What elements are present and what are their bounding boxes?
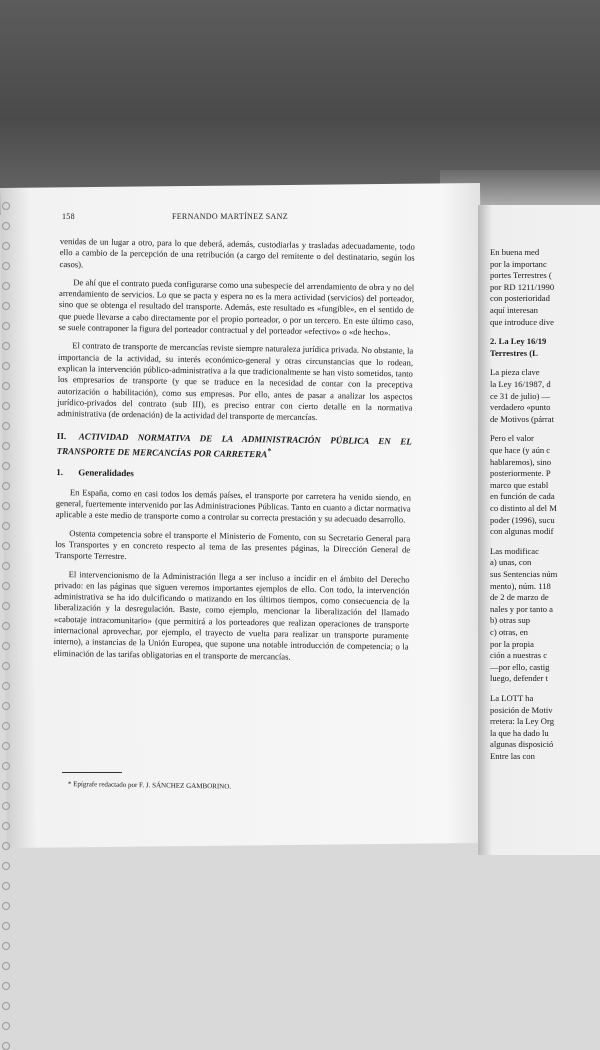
right-page-line: c) otras, en [490,627,528,637]
paragraph: El contrato de transporte de mercancías reviste siempre naturaleza jurídica privada. No obstante, la importancia de la actividad, su interés económico-general y otras circunstancias que lo rodean, explican la intervención público-administrativa a la que tradicionalmente se han visto sometidos, tanto los empresarios de transporte (y que se traduce en la necesidad de contar con la preceptiva autorización o habilitación), como sus empresas. Por ello, antes de pasar a analizar los aspectos jurídico-privados del contrato (sub III), es preciso entrar con cierto detalle en la normativa administrativa (de ordenación) de la actividad del transporte de mercancías. [57,340,414,423]
right-page-line: con posterioridad [490,293,550,304]
right-page-line: portes Terrestres ( [490,270,552,281]
paragraph: Ostenta competencia sobre el transporte el Ministerio de Fomento, con su Secretario General para los Transportes y en concreto respecto al tema de las presentes páginas, la Dirección General de Transporte Terrestre. [54,527,411,562]
right-page-line: La pieza clave [490,367,540,378]
right-page-line: por la propia [490,638,534,649]
right-page-line: Terrestres (L [490,347,538,358]
right-page-line: hablaremos), sino [490,456,552,467]
right-page-line: nales y por tanto a [490,603,554,614]
right-page-line: En buena med [490,247,540,257]
section-heading [57,431,412,463]
right-page-line: que introduce dive [490,316,554,327]
paragraph: venidas de un lugar a otro, para lo que deberá, además, custodiarlas y trasladas adecuadamente, todo ello a cambio de la percepción de una retribución (a cargo del remitente o del destinatario, según los casos). [59,236,415,269]
right-page-line: Pero el valor [490,433,534,444]
right-page-line: la que ha dado lu [490,727,549,738]
right-page-line: algunas disposició [490,739,554,750]
body-text-top [53,236,415,671]
binding-holes [0,190,10,848]
right-page-line: rretera: la Ley Org [490,716,555,727]
right-page-line: por RD 1211/1990 [490,281,555,292]
right-page-line: b) otras sup [490,615,531,626]
right-page-line: 2. La Ley 16/19 [490,336,547,347]
right-page-line: Entre las con [490,751,535,761]
right-page-line: de 2 de marzo de [490,592,549,603]
right-page [478,205,600,855]
paragraph: En España, como en casi todos los demás países, el transporte por carretera ha venido siendo, en general, fuertemente intervenido por las Administraciones Públicas. Tanto en cuanto a dictar normativa aplicable a este medio de transporte como a controlar su correcta prestación y su adecuado desarrollo. [55,486,412,525]
right-page-line: posteriormente. P [490,468,551,479]
section-title: ACTIVIDAD NORMATIVA DE LA ADMINISTRACIÓN PÚBLICA EN EL TRANSPORTE DE MERCANCÍAS POR CARRETERA [56,431,412,460]
right-page-line: ción a nuestras c [490,650,548,661]
right-page-line: que hace (y aún c [490,445,551,455]
right-page-line: luego, defender t [490,673,548,684]
right-page-line: de Motivos (párrat [490,413,554,424]
section-footnote-marker: * [267,446,272,456]
right-page-line: en función de cada [490,491,555,502]
subsection-heading [56,467,411,484]
right-page-line: la Ley 16/1987, d [490,379,551,389]
right-page-line: La LOTT ha [490,693,534,703]
subsection-title: Generalidades [78,467,134,479]
right-page-line: sus Sentencias núm [490,569,558,579]
right-page-line: marco que establ [490,479,549,490]
right-page-line: poder (1996), sucu [490,514,555,525]
footnote-rule [62,772,122,773]
footnote: * Epígrafe redactado por F. J. SÁNCHEZ GAMBORINO. [67,780,232,791]
section-number: II. [56,431,67,442]
right-page-line: con algunas modif [490,526,554,537]
right-page-line: ce 31 de julio) — [490,390,551,401]
subsection-number: 1. [56,467,64,478]
paragraph: De ahí que el contrato pueda configurarse como una subespecie del arrendamiento de obra y no del arrendamiento de servicios. Lo que se pacta y espera no es la mera actividad (servicios) del porteador, sino que se obtenga el resultado del transporte. Además, este resultado es «fungible», en el sentido de que puede llevarse a cabo directamente por el propio porteador, o por un tercero. En este último caso, se suele contraponer la figura del porteador contractual y del porteador «efectivo» o «de hecho». [58,277,415,338]
right-page-line: aquí interesan [490,305,538,315]
right-page-line: a) unas, con [490,557,532,568]
paragraph: El intervencionismo de la Administración llega a ser incluso a incidir en el ámbito del Derecho privado: en las páginas que siguen veremos importantes ejemplos de ello. Con todo, la intervención administrativa se ha ido dulcificando o matizando en los últimos tiempos, como consecuencia de la liberalización y la desregulación. Baste, como ejemplo, mencionar la liberalización del llamado «cabotaje intracomunitario» (que permitirá a los porteadores que realizan operaciones de transporte internacional aprovechar, por ejemplo, el trayecto de vuelta para realizar un transporte puramente interno), a instancias de la Unión Europea, que supone una notable introducción de competencia; o la eliminación de las tarifas obligatorias en el transporte de mercancías. [53,568,410,662]
right-page-line: verdadero «punto [490,402,551,413]
right-page-line: mento), núm. 118 [490,580,551,591]
running-head: FERNANDO MARTÍNEZ SANZ [172,212,288,221]
page-number: 158 [62,212,75,221]
right-page-line: por la importanc [490,258,547,269]
right-page-line: co distinto al del M [490,503,557,513]
right-page-line: —por ello, castig [490,661,550,672]
right-page-line: Las modificac [490,545,539,556]
right-page-line: posición de Motiv [490,704,553,715]
